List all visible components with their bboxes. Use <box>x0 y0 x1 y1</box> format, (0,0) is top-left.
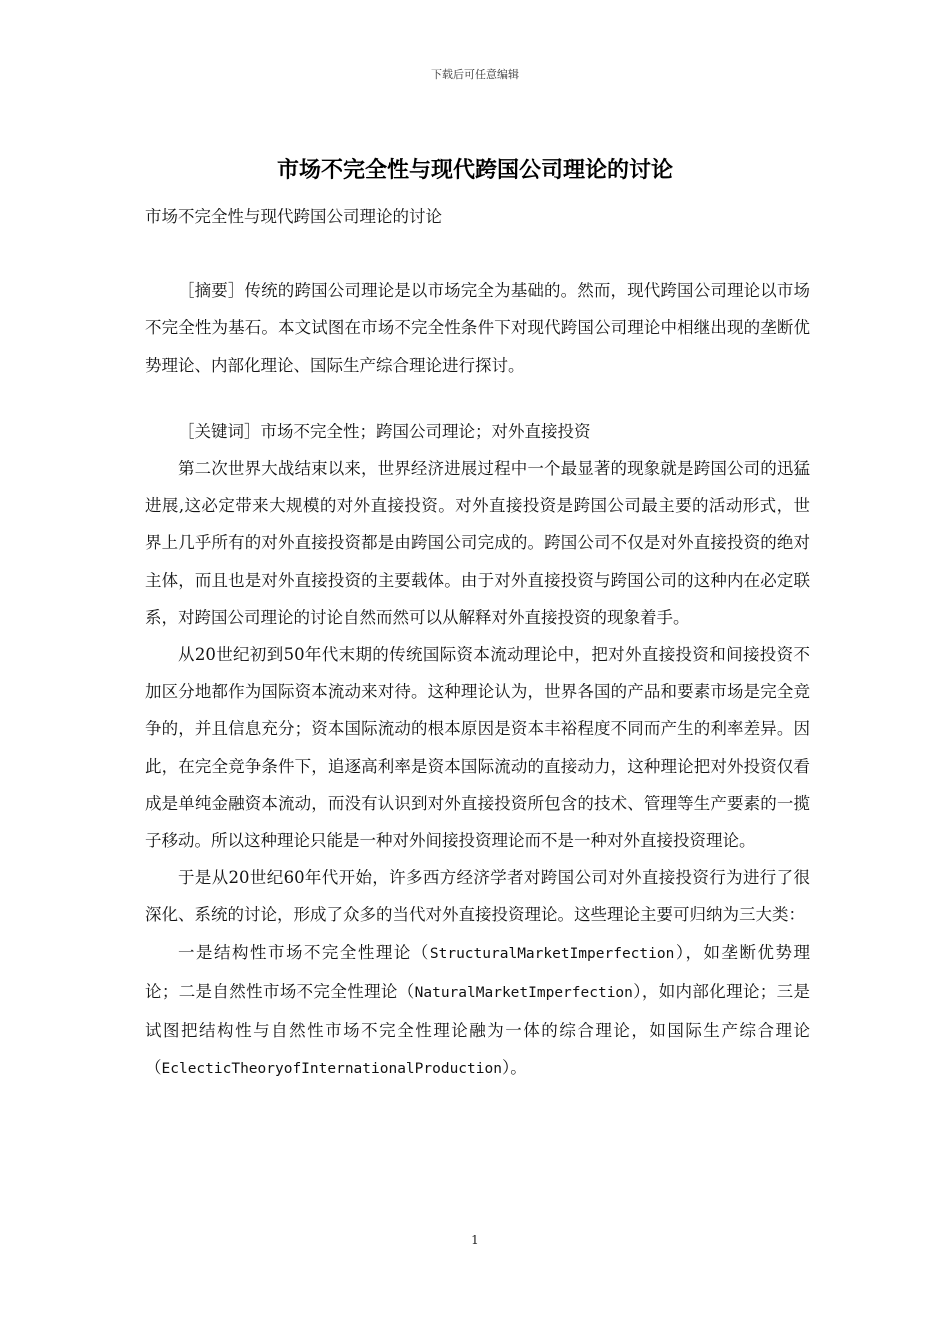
document-title: 市场不完全性与现代跨国公司理论的讨论 <box>276 158 673 183</box>
body-paragraph: 从20世纪初到50年代末期的传统国际资本流动理论中，把对外直接投资和间接投资不加区分地都作为国际资本流动来对待。这种理论认为，世界各国的产品和要素市场是完全竞争的，并且信息充分；资本国际流动的根本原因是资本丰裕程度不同而产生的利率差异。因此，在完全竞争条件下，追逐高利率是资本国际流动的直接动力，这种理论把对外投资仅看成是单纯金融资本流动，而没有认识到对外直接投资所包含的技术、管理等生产要素的一揽子移动。所以这种理论只能是一种对外间接投资理论而不是一种对外直接投资理论。 <box>145 645 810 851</box>
term-natural: NaturalMarketImperfection <box>414 984 633 1001</box>
text-segment: ），如垄断优势理论；二是自然性市场不完全性理论（ <box>145 942 811 1001</box>
text-segment: ），如内部化理论；三是试图把结构性与自然性市场不完全性理论融为一体的综合理论，如国际生产综合理论（ <box>145 981 811 1078</box>
term-structural: StructuralMarketImperfection <box>429 945 675 962</box>
text-segment: ）。 <box>501 1058 527 1078</box>
page-header-note: 下载后可任意编辑 <box>431 68 519 81</box>
body-paragraph: 于是从20世纪60年代开始，许多西方经济学者对跨国公司对外直接投资行为进行了很深化、系统的讨论，形成了众多的当代对外直接投资理论。这些理论主要可归纳为三大类： <box>145 868 810 925</box>
term-eclectic: EclecticTheoryofInternationalProduction <box>161 1061 502 1078</box>
spacer <box>145 235 810 272</box>
document-body <box>145 198 810 1088</box>
body-paragraph: 第二次世界大战结束以来，世界经济进展过程中一个最显著的现象就是跨国公司的迅猛进展,这必定带来大规模的对外直接投资。对外直接投资是跨国公司最主要的活动形式，世界上几乎所有的对外直接投资都是由跨国公司完成的。跨国公司不仅是对外直接投资的绝对主体，而且也是对外直接投资的主要载体。由于对外直接投资与跨国公司的这种内在必定联系，对跨国公司理论的讨论自然而然可以从解释对外直接投资的现象着手。 <box>145 459 810 627</box>
body-paragraph-theories <box>145 934 810 1089</box>
abstract-paragraph: ［摘要］传统的跨国公司理论是以市场完全为基础的。然而，现代跨国公司理论以市场不完全性为基石。本文试图在市场不完全性条件下对现代跨国公司理论中相继出现的垄断优势理论、内部化理论、国际生产综合理论进行探讨。 <box>145 281 810 375</box>
keywords-paragraph: ［关键词］市场不完全性；跨国公司理论；对外直接投资 <box>178 421 591 441</box>
page-number: 1 <box>471 1233 479 1247</box>
spacer <box>145 384 810 413</box>
document-subtitle: 市场不完全性与现代跨国公司理论的讨论 <box>145 207 442 226</box>
text-segment: 一是结构性市场不完全性理论（ <box>178 942 430 962</box>
